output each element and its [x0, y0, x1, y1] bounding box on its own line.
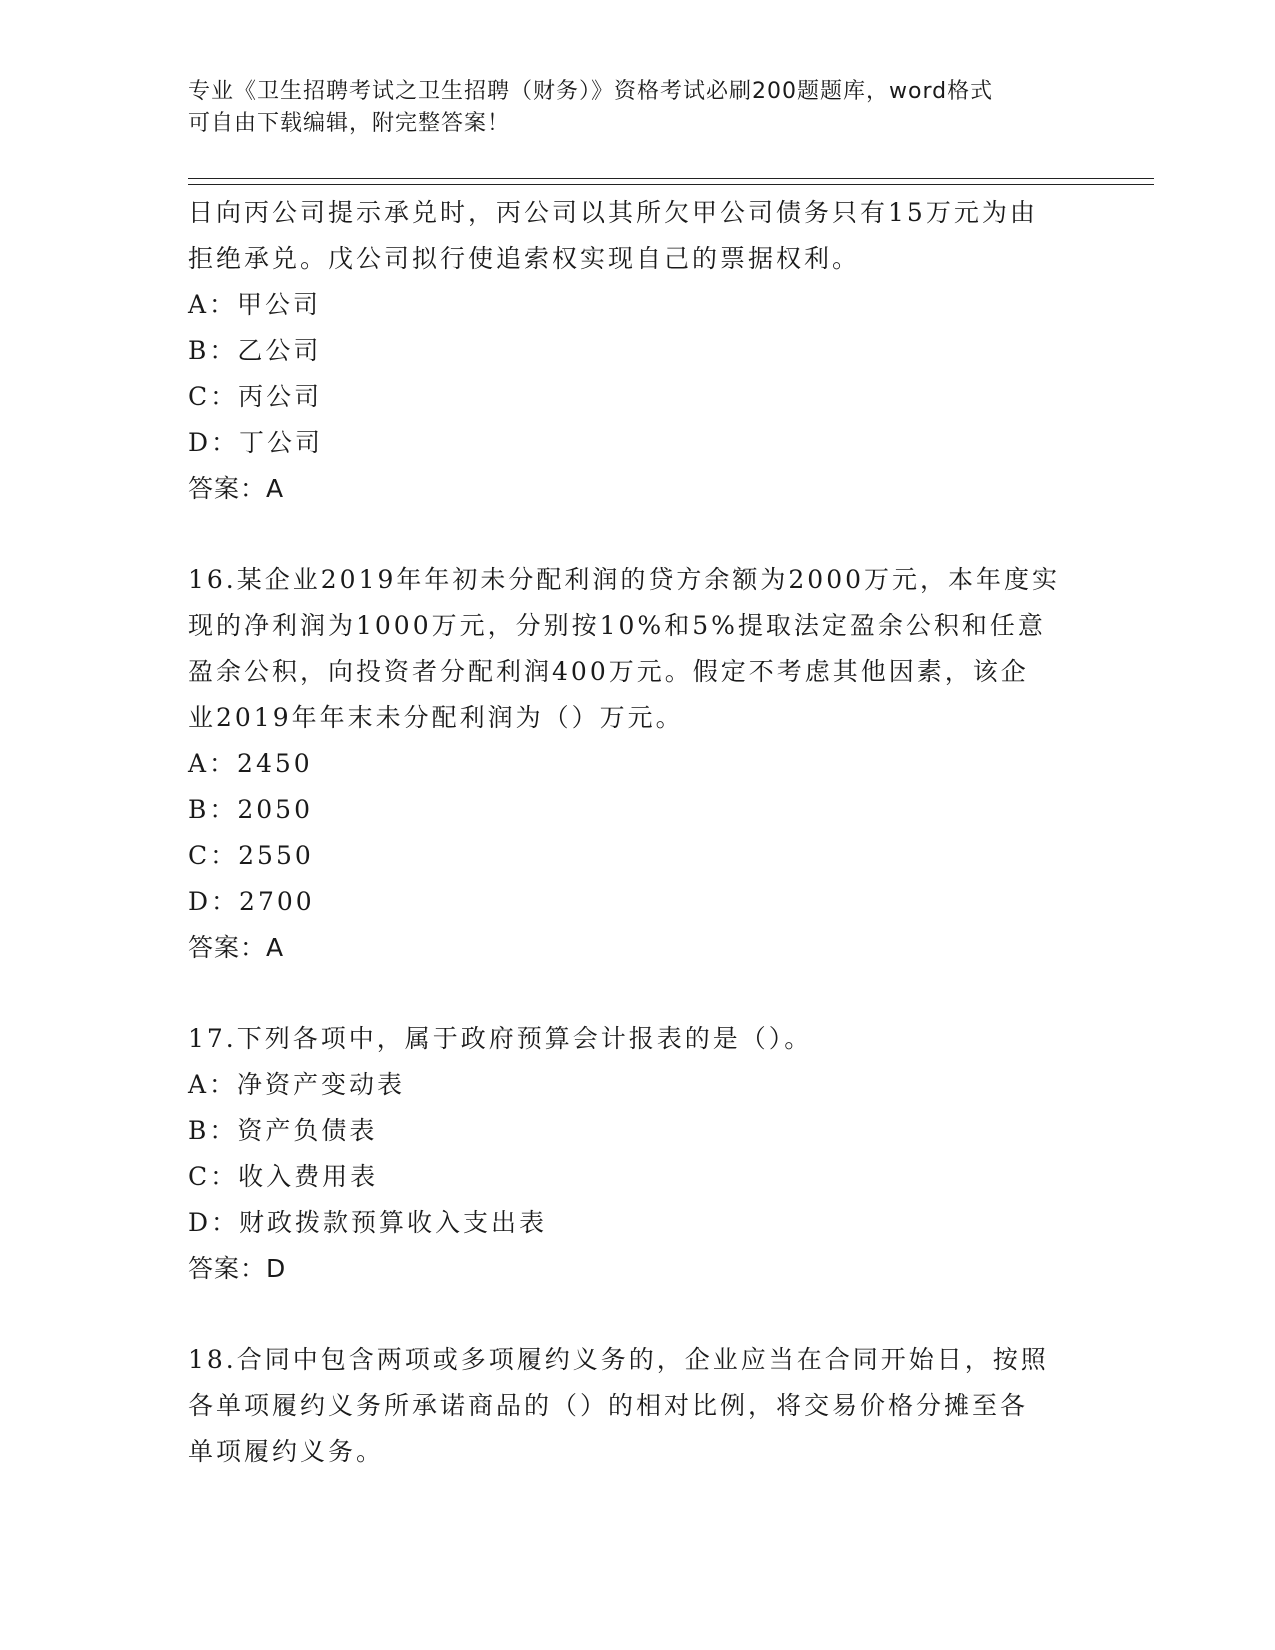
document-header [188, 76, 1068, 140]
question-text-line: 单项履约义务。 [188, 1437, 385, 1466]
option-c: C：丙公司 [188, 382, 323, 411]
question-text-line: 18.合同中包含两项或多项履约义务的，企业应当在合同开始日，按照 [188, 1345, 1049, 1374]
option-b: B：2050 [188, 795, 313, 824]
question-text-line: 现的净利润为1000万元，分别按10%和5%提取法定盈余公积和任意 [188, 611, 1046, 640]
question-text-line: 16.某企业2019年年初未分配利润的贷方余额为2000万元，本年度实 [188, 565, 1061, 594]
option-d: D：2700 [188, 887, 315, 916]
answer-label: 答案：A [188, 474, 285, 503]
option-a: A：甲公司 [188, 290, 322, 319]
header-divider-top [188, 178, 1154, 179]
header-line-1: 专业《卫生招聘考试之卫生招聘（财务）》资格考试必刷200题题库，word格式 [188, 79, 994, 104]
question-text-line: 业2019年年末未分配利润为（）万元。 [188, 703, 684, 732]
option-b: B：资产负债表 [188, 1116, 378, 1145]
question-text-line: 盈余公积，向投资者分配利润400万元。假定不考虑其他因素，该企 [188, 657, 1029, 686]
question-15 [188, 190, 1088, 512]
question-text-line: 拒绝承兑。戊公司拟行使追索权实现自己的票据权利。 [188, 244, 861, 273]
question-17 [188, 1016, 1088, 1292]
header-line-2: 可自由下载编辑，附完整答案！ [188, 111, 511, 136]
option-d: D：财政拨款预算收入支出表 [188, 1208, 548, 1237]
question-text-line: 17.下列各项中，属于政府预算会计报表的是（）。 [188, 1024, 813, 1053]
option-c: C：收入费用表 [188, 1162, 379, 1191]
question-text-line: 各单项履约义务所承诺商品的（）的相对比例，将交易价格分摊至各 [188, 1391, 1029, 1420]
question-text-line: 日向丙公司提示承兑时，丙公司以其所欠甲公司债务只有15万元为由 [188, 198, 1038, 227]
header-divider-bottom [188, 184, 1154, 185]
option-b: B：乙公司 [188, 336, 322, 365]
option-d: D：丁公司 [188, 428, 324, 457]
question-18 [188, 1337, 1088, 1475]
question-16 [188, 557, 1088, 971]
option-c: C：2550 [188, 841, 314, 870]
document-body [188, 190, 1088, 1475]
answer-label: 答案：D [188, 1254, 287, 1283]
option-a: A：净资产变动表 [188, 1070, 406, 1099]
option-a: A：2450 [188, 749, 313, 778]
answer-label: 答案：A [188, 933, 285, 962]
